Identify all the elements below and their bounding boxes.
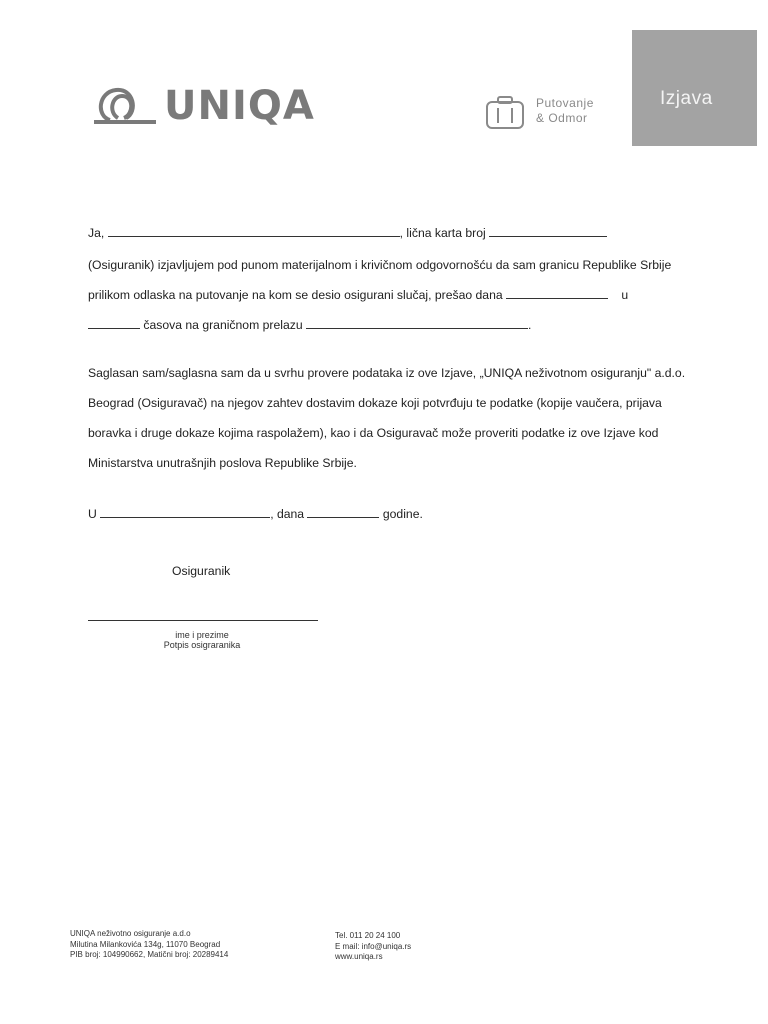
place-date-line: [88, 507, 423, 521]
place-prefix: U: [88, 507, 97, 521]
crossing-date-field[interactable]: [506, 289, 608, 299]
footer-website: www.uniqa.rs: [335, 952, 383, 961]
crossing-time-field[interactable]: [88, 319, 140, 329]
place-mid: , dana: [270, 507, 305, 521]
footer-company-name: UNIQA neživotno osiguranje a.d.o: [70, 929, 191, 938]
form-line-4: [88, 318, 531, 332]
uniqa-logo-mark-icon: [90, 82, 160, 130]
logo-text: UNIQA: [164, 83, 315, 129]
footer-address: Milutina Milankovića 134g, 11070 Beograd: [70, 939, 221, 949]
border-crossing-field[interactable]: [306, 319, 528, 329]
travel-badge: [485, 96, 594, 130]
signature-caption-line1: ime i prezime: [175, 630, 229, 640]
suitcase-icon: [485, 96, 527, 130]
footer-phone: Tel. 011 20 24 100: [335, 931, 401, 940]
line4-mid: časova na graničnom prelazu: [143, 318, 303, 332]
document-type-badge: [632, 30, 757, 146]
form-line-2: (Osiguranik) izjavljujem pod punom materijalnom i krivičnom odgovornošću da sam granicu Republike Srbije: [88, 258, 672, 272]
signature-caption-line2: Potpis osigraranika: [163, 640, 241, 650]
form-line-3: [88, 288, 628, 302]
line3-suffix: u: [621, 288, 629, 302]
line3-prefix: prilikom odlaska na putovanje na kom se desio osigurani slučaj, prešao dana: [88, 288, 503, 302]
line1-prefix: Ja,: [88, 226, 105, 240]
footer-contact-info: [335, 931, 411, 963]
footer-email: E mail: info@uniqa.rs: [335, 941, 412, 951]
signer-label: Osiguranik: [172, 564, 231, 578]
consent-line-2: Beograd (Osiguravač) na njegov zahtev dostavim dokaze koji potvrđuju te podatke (kopije vaučera, prijava: [88, 396, 662, 410]
line1-mid: , lična karta broj: [399, 226, 486, 240]
consent-paragraph: [88, 358, 698, 478]
name-field[interactable]: [108, 227, 400, 237]
travel-label-line1: Putovanje: [536, 96, 594, 110]
line4-end: .: [528, 318, 532, 332]
id-card-number-field[interactable]: [489, 227, 607, 237]
travel-label-line2: & Odmor: [536, 111, 588, 125]
place-suffix: godine.: [382, 507, 423, 521]
uniqa-logo: [90, 82, 315, 130]
consent-line-3: boravka i druge dokaze kojima raspolažem), kao i da Osiguravač može proveriti podatke iz ove Izjave kod: [88, 426, 659, 440]
footer-registration: PIB broj: 104990662, Matični broj: 20289414: [70, 950, 229, 959]
document-type-label: Izjava: [660, 88, 713, 109]
signature-caption: [88, 630, 316, 650]
place-field[interactable]: [100, 508, 270, 518]
footer-company-info: [70, 929, 228, 961]
consent-line-1: Saglasan sam/saglasna sam da u svrhu provere podataka iz ove Izjave, „UNIQA neživotnom osiguranju" a.d.o.: [88, 366, 686, 380]
consent-line-4: Ministarstva unutrašnjih poslova Republike Srbije.: [88, 456, 357, 470]
signing-date-field[interactable]: [307, 508, 379, 518]
form-line-1: [88, 226, 607, 240]
signature-field[interactable]: [88, 620, 318, 621]
